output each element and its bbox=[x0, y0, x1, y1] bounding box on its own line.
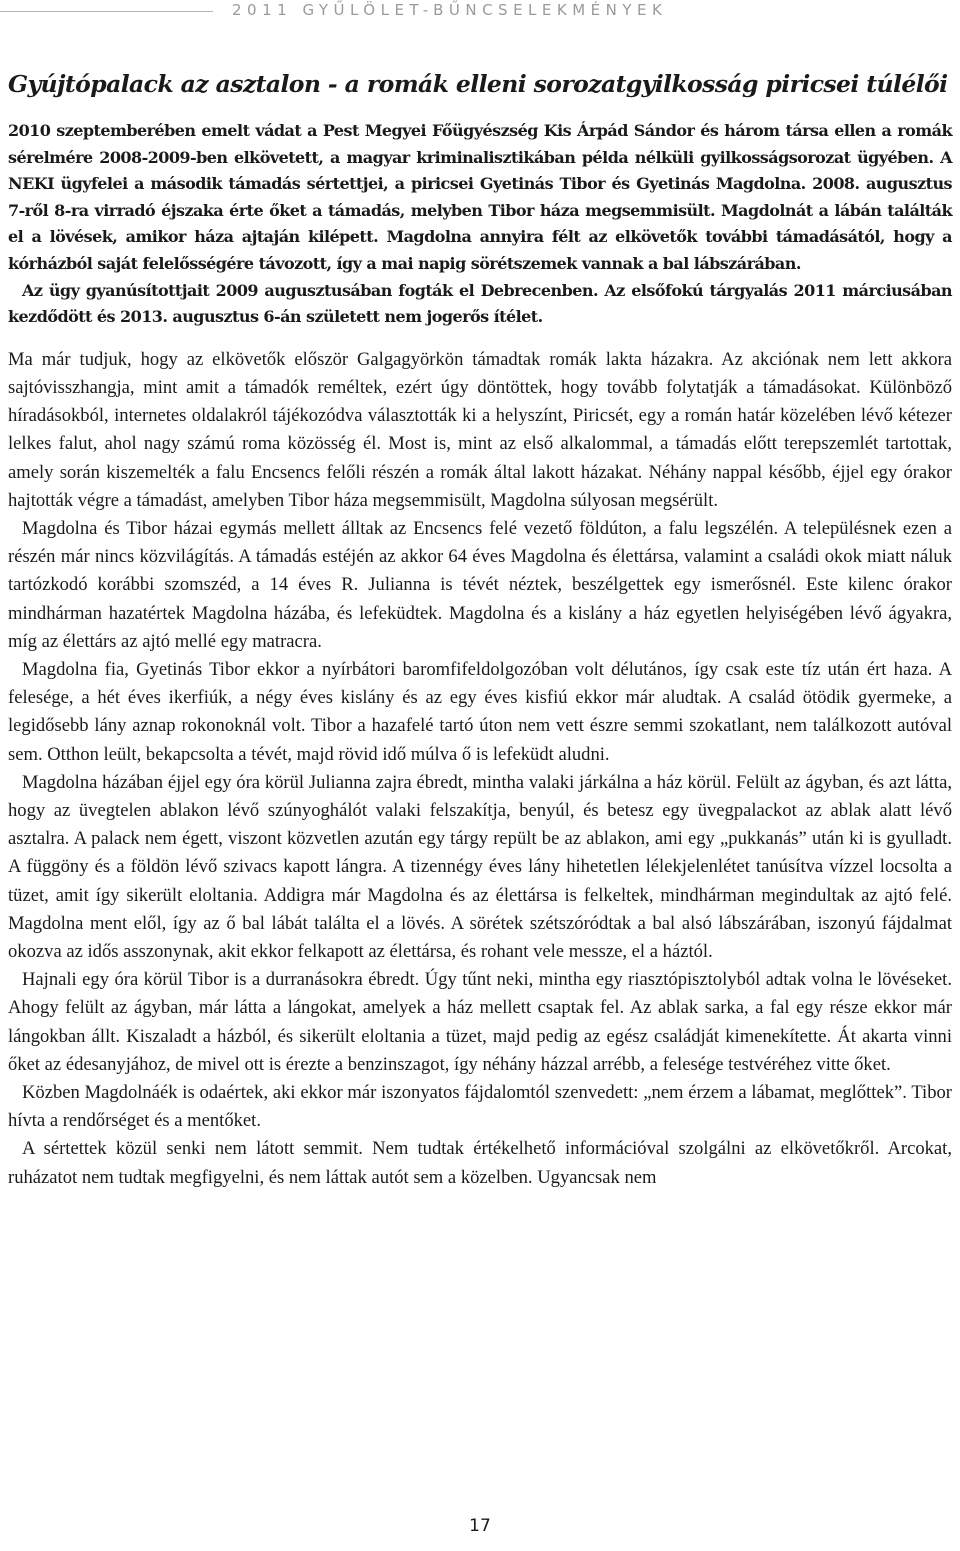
lead-section bbox=[8, 118, 952, 331]
body-paragraph: Közben Magdolnáék is odaértek, aki ekkor már iszonyatos fájdalomtól szenvedett: „nem érzem a lábamat, meglőttek”. Tibor hívta a rendőrséget és a mentőket. bbox=[8, 1082, 952, 1132]
body-paragraph: Magdolna fia, Gyetinás Tibor ekkor a nyírbátori baromfifeldolgozóban volt délutános, így csak este tíz után ért haza. A felesége, a hét éves ikerfiúk, a négy éves kislány és az egy éves kisfiú ekkor már aludtak. A család ötödik gyermeke, a legidősebb lány aznap rokonoknál volt. Tibor a hazafelé tartó úton nem vett észre semmi szokatlant, nem találkozott autóval sem. Otthon leült, bekapcsolta a tévét, majd rövid idő múlva ő is lefeküdt aludni. bbox=[8, 658, 952, 765]
body-paragraph: A sértettek közül senki nem látott semmit. Nem tudtak értékelhető információval szolgálni az elkövetőkről. Arcokat, ruházatot nem tudtak megfigyelni, és nem láttak autót sem a közelben. Ugyancsak nem bbox=[8, 1138, 952, 1188]
body-paragraph: Magdolna és Tibor házai egymás mellett álltak az Encsencs felé vezető földúton, a falu legszélén. A településnek ezen a részén már nincs közvilágítás. A támadás estéjén az akkor 64 éves Magdolna és élettársa, valamint a családi okok miatt náluk tartózkodó korábbi szomszéd, a 14 éves R. Julianna is tévét néztek, beszélgettek egy ismerősnél. Este kilenc órakor mindhárman hazatértek Magdolna házába, és lefeküdtek. Magdolna és a kislány a ház egyetlen helyiségében lévő ágyakra, míg az élettárs az ajtó mellé egy matracra. bbox=[8, 517, 952, 652]
running-header bbox=[0, 0, 960, 28]
body-paragraph: Hajnali egy óra körül Tibor is a durranásokra ébredt. Úgy tűnt neki, mintha egy riasztópisztolyból adtak volna le lövéseket. Ahogy felült az ágyban, már látta a lángokat, amelyek a ház mellett csaptak fel. Az ablak sarka, a fal egy része ekkor már lángokban állt. Kiszaladt a házból, és sikerült eloltania a tüzet, majd pedig az egész családját kimenekítette. Át akarta vinni őket az édesanyjához, de mivel ott is érezte a benzinszagot, így néhány házzal arrébb, a felesége testvéréhez vitte őket. bbox=[8, 969, 952, 1075]
header-rule bbox=[0, 11, 213, 12]
article-title: Gyújtópalack az asztalon - a romák elleni sorozatgyilkosság piricsei túlélői bbox=[8, 70, 948, 98]
body-paragraph: Ma már tudjuk, hogy az elkövetők először Galgagyörkön támadtak romák lakta házakra. Az akciónak nem lett akkora sajtóvisszhangja, mint amit a támadók reméltek, ezért úgy döntöttek, hogy tovább folytatják a támadásokat. Különböző híradásokból, internetes oldalakról tájékozódva választották ki a helyszínt, Piricsét, egy a román határ közelében lévő kétezer lelkes falut, ahol nagy számú roma közösség él. Most is, mint az első alkalommal, a támadás előtt terepszemlét tartottak, amely során kiszemelték a falu Encsencs felőli részén a romák által lakott házakat. Néhány nappal később, éjjel egy órakor hajtották végre a támadást, amelyben Tibor háza megsemmisült, Magdolna súlyosan megsérült. bbox=[8, 348, 952, 511]
body-paragraph: Magdolna házában éjjel egy óra körül Julianna zajra ébredt, mintha valaki járkálna a ház körül. Felült az ágyban, és azt látta, hogy az üvegtelen ablakon lévő szúnyoghálót valaki felszakítja, benyúl, és betesz egy üvegpalackot az ablak alatt lévő asztalra. A palack nem égett, viszont közvetlen azután egy tárgy repült be az ablakon, ami egy „pukkanás” után ki is gyulladt. A függöny és a földön lévő szivacs kapott lángra. A tizennégy éves lány hihetetlen lélekjelenlétet tanúsítva vízzel locsolta a tüzet, amit így sikerült eloltania. Addigra már Magdolna és az élettársa is felkeltek, mindhárman megindultak az ajtó felé. Magdolna ment elől, így az ő bal lábát találta el a lövés. A sörétek szétszóródtak a bal alsó lábszárában, iszonyú fájdalmat okozva az idős asszonynak, akit ekkor felkapott az élettársa, és rohant vele messze, el a háztól. bbox=[8, 771, 952, 963]
lead-paragraph: 2010 szeptemberében emelt vádat a Pest Megyei Főügyészség Kis Árpád Sándor és három társa ellen a romák sérelmére 2008-2009-ben elkövetett, a magyar kriminalisztikában példa nélküli gyilkosságsorozat ügyében. A NEKI ügyfelei a második támadás sértettjei, a piricsei Gyetinás Tibor és Gyetinás Magdolna. 2008. augusztus 7-ről 8-ra virradó éjszaka érte őket a támadás, melyben Tibor háza megsemmisült. Magdolnát a lábán találták el a lövések, amikor háza ajtaján kilépett. Magdolna annyira félt az elkövetők további támadásától, hogy a kórházból saját felelősségére távozott, így a mai napig sörétszemek vannak a bal lábszárában. bbox=[8, 121, 952, 273]
article-content bbox=[8, 118, 952, 1192]
page-number: 17 bbox=[469, 1516, 491, 1536]
lead-paragraph: Az ügy gyanúsítottjait 2009 augusztusában fogták el Debrecenben. Az elsőfokú tárgyalás 2011 márciusában kezdődött és 2013. augusztus 6-án született nem jogerős ítélet. bbox=[8, 280, 952, 327]
body-text bbox=[8, 346, 952, 1192]
running-title: 2011 GYŰLÖLET-BŰNCSELEKMÉNYEK bbox=[232, 1, 668, 19]
